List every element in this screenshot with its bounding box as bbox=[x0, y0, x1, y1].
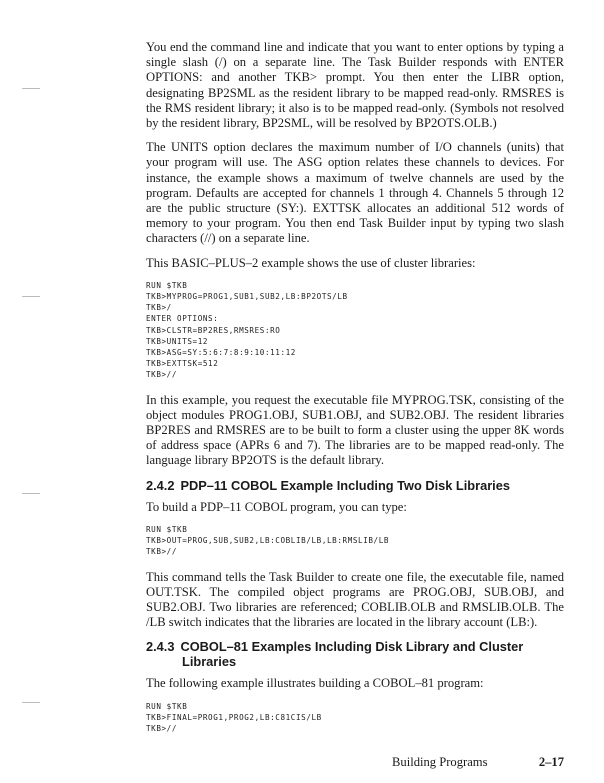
code-block-cobol: RUN $TKB TKB>OUT=PROG,SUB,SUB2,LB:COBLIB/LB,LB:RMSLIB/LB TKB>// bbox=[146, 524, 390, 557]
footer-section-title: Building Programs bbox=[392, 755, 488, 769]
paragraph: In this example, you request the executable file MYPROG.TSK, consisting of the object modules PROG1.OBJ, SUB1.OBJ, and SUB2.OBJ. The resident libraries BP2RES and RMSRES are to be built to form a cluster using the upper 8K words of address space (APRs 6 and 7). The libraries are to be mapped read-only. The language library BP2OTS is the default library. bbox=[146, 392, 564, 468]
section-title-continued: Libraries bbox=[182, 654, 237, 670]
paragraph: This command tells the Task Builder to create one file, the executable file, named OUT.TSK. The compiled object programs are PROG.OBJ, SUB.OBJ, and SUB2.OBJ. Two libraries are referenced; COBLIB.OLB and RMSLIB.OLB. The /LB switch indicates that the libraries are located in the library account (LB:). bbox=[146, 569, 564, 630]
section-number: 2.4.3 bbox=[146, 639, 175, 655]
section-title: PDP–11 COBOL Example Including Two Disk Libraries bbox=[180, 477, 510, 493]
paragraph: This BASIC–PLUS–2 example shows the use of cluster libraries: bbox=[146, 255, 476, 270]
code-block-basic: RUN $TKB TKB>MYPROG=PROG1,SUB1,SUB2,LB:BP2OTS/LB TKB>/ ENTER OPTIONS: TKB>CLSTR=BP2RES,RMSRES:RO TKB>UNITS=12 TKB>ASG=SY:5:6:7:8:9:10:11:12 TKB>EXTTSK=512 TKB>// bbox=[146, 280, 348, 380]
margin-mark bbox=[22, 493, 40, 494]
margin-mark bbox=[22, 702, 40, 703]
paragraph: The UNITS option declares the maximum number of I/O channels (units) that your program will use. The ASG option relates these channels to devices. For instance, the example shows a maximum of twelve channels are used by the program. Defaults are accepted for channels 1 through 4. Channels 5 through 12 are the public structure (SY:). EXTTSK allocates an additional 512 words of memory to your program. You then end Task Builder input by typing two slash characters (//) on a separate line. bbox=[146, 140, 564, 246]
page-number: 2–17 bbox=[538, 755, 564, 769]
page-footer bbox=[392, 755, 564, 770]
section-number: 2.4.2 bbox=[146, 477, 175, 493]
paragraph: You end the command line and indicate that you want to enter options by typing a single slash (/) on a separate line. The Task Builder responds with ENTER OPTIONS: and another TKB> prompt. You then enter the LIBR option, designating BP2SML as the resident library to be mapped read-only. RMSRES is the RMS resident library; it also is to be mapped read-only. (Symbols not resolved by the resident library, BP2SML, will be resolved by BP2OTS.OLB.) bbox=[146, 40, 564, 131]
page-body bbox=[146, 40, 564, 746]
paragraph: To build a PDP–11 COBOL program, you can type: bbox=[146, 499, 407, 514]
margin-mark bbox=[22, 88, 40, 89]
code-block-cobol81: RUN $TKB TKB>FINAL=PROG1,PROG2,LB:C81CIS/LB TKB>// bbox=[146, 701, 322, 733]
margin-mark bbox=[22, 296, 40, 297]
paragraph: The following example illustrates building a COBOL–81 program: bbox=[146, 676, 484, 691]
section-title: COBOL–81 Examples Including Disk Library and Cluster bbox=[180, 639, 524, 655]
section-heading bbox=[146, 639, 564, 669]
section-heading bbox=[146, 478, 564, 493]
